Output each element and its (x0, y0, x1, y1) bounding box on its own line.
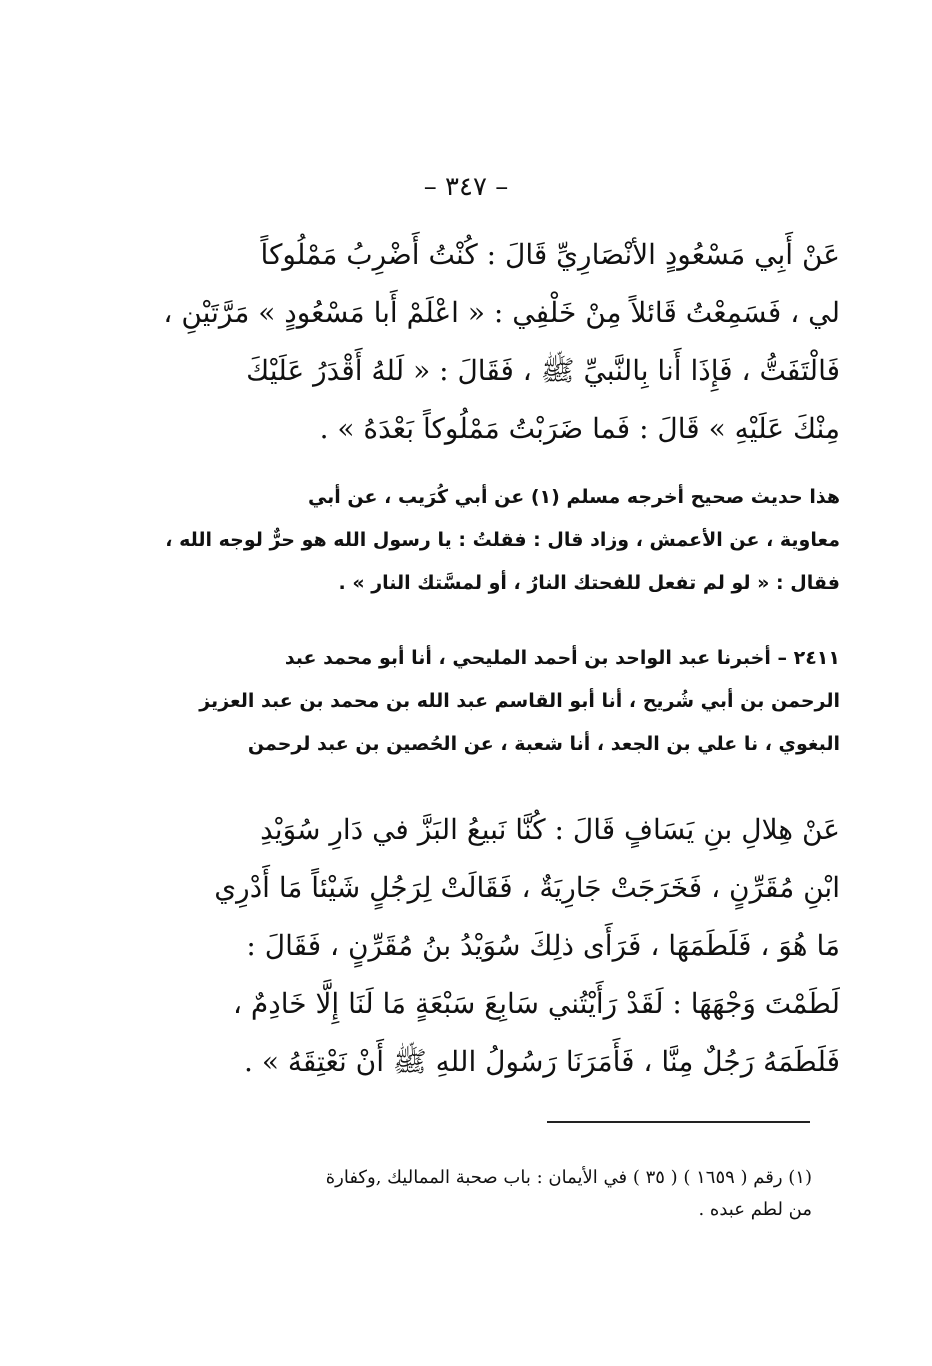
commentary-1 (150, 476, 840, 605)
text-line: ٢٤١١ – أخبرنا عبد الواحد بن أحمد المليحي ، أنا أبو محمد عبد (284, 647, 840, 669)
hadith-text-2 (150, 801, 840, 1091)
text-line: مَا هُوَ ، فَلَطَمَهَا ، فَرَأَى ذلِكَ سُوَيْدُ بنُ مُقَرِّنٍ ، فَقَالَ : (246, 929, 840, 962)
text-line: معاوية ، عن الأعمش ، وزاد قال : فقلتُ : يا رسول الله هو حرٌّ لوجه الله ، (165, 529, 840, 551)
text-line: مِنْكَ عَلَيْهِ » قَالَ : فَما ضَرَبْتُ مَمْلُوكاً بَعْدَهُ » . (319, 412, 840, 445)
text-line: فَالْتَفَتُّ ، فَإِذَا أَنا بِالنَّبيِّ ﷺ ، فَقَالَ : « لَلهُ أَقْدَرُ عَلَيْكَ (246, 354, 840, 387)
page-number: – ٣٤٧ – (423, 172, 509, 202)
text-line: لي ، فَسَمِعْتُ قَائلاً مِنْ خَلْفِي : « اعْلَمْ أَبا مَسْعُودٍ » مَرَّتَيْنِ ، (163, 296, 840, 329)
footnote-line: (١) رقم ( ١٦٥٩ ) ( ٣٥ ) في الأيمان : باب صحبة المماليك ,وكفارة (325, 1167, 812, 1188)
text-line: لَطَمْتَ وَجْهَهَا : لَقَدْ رَأَيْتُني سَابِعَ سَبْعَةٍ مَا لَنَا إِلَّا خَادِمٌ ، (232, 987, 840, 1020)
text-line: البغوي ، نا علي بن الجعد ، أنا شعبة ، عن الحُصين بن عبد لرحمن (247, 733, 840, 755)
text-line: هذا حديث صحيح أخرجه مسلم (١) عن أبي كُرَيب ، عن أبي (307, 486, 840, 508)
hadith-text-1 (150, 226, 840, 458)
isnad-2411 (150, 637, 840, 766)
footnote-line: من لطم عبده . (698, 1199, 812, 1220)
text-line: عَنْ أَبِي مَسْعُودٍ الأنْصَارِيِّ قَالَ : كُنْتُ أَضْرِبُ مَمْلُوكاً (260, 238, 840, 271)
text-line: فَلَطَمَهُ رَجُلٌ مِنَّا ، فَأَمَرَنَا رَسُولُ اللهِ ﷺ أَنْ نَعْتِقَهُ » . (244, 1045, 840, 1078)
text-line: ابْنِ مُقَرِّنٍ ، فَخَرَجَتْ جَارِيَةٌ ، فَقَالَتْ لِرَجُلٍ شَيْئاً مَا أَدْرِي (214, 871, 840, 904)
footnote-divider (547, 1121, 810, 1123)
text-line: فقال : « لو لم تفعل للفحتك النارُ ، أو لمسَّتك النار » . (338, 572, 840, 594)
footnote (160, 1162, 812, 1226)
text-line: عَنْ هِلالِ بنِ يَسَافٍ قَالَ : كُنَّا نَبيعُ البَزَّ في دَارِ سُوَيْدِ (260, 813, 840, 846)
text-line: الرحمن بن أبي شُريح ، أنا أبو القاسم عبد الله بن محمد بن عبد العزيز (199, 690, 840, 712)
